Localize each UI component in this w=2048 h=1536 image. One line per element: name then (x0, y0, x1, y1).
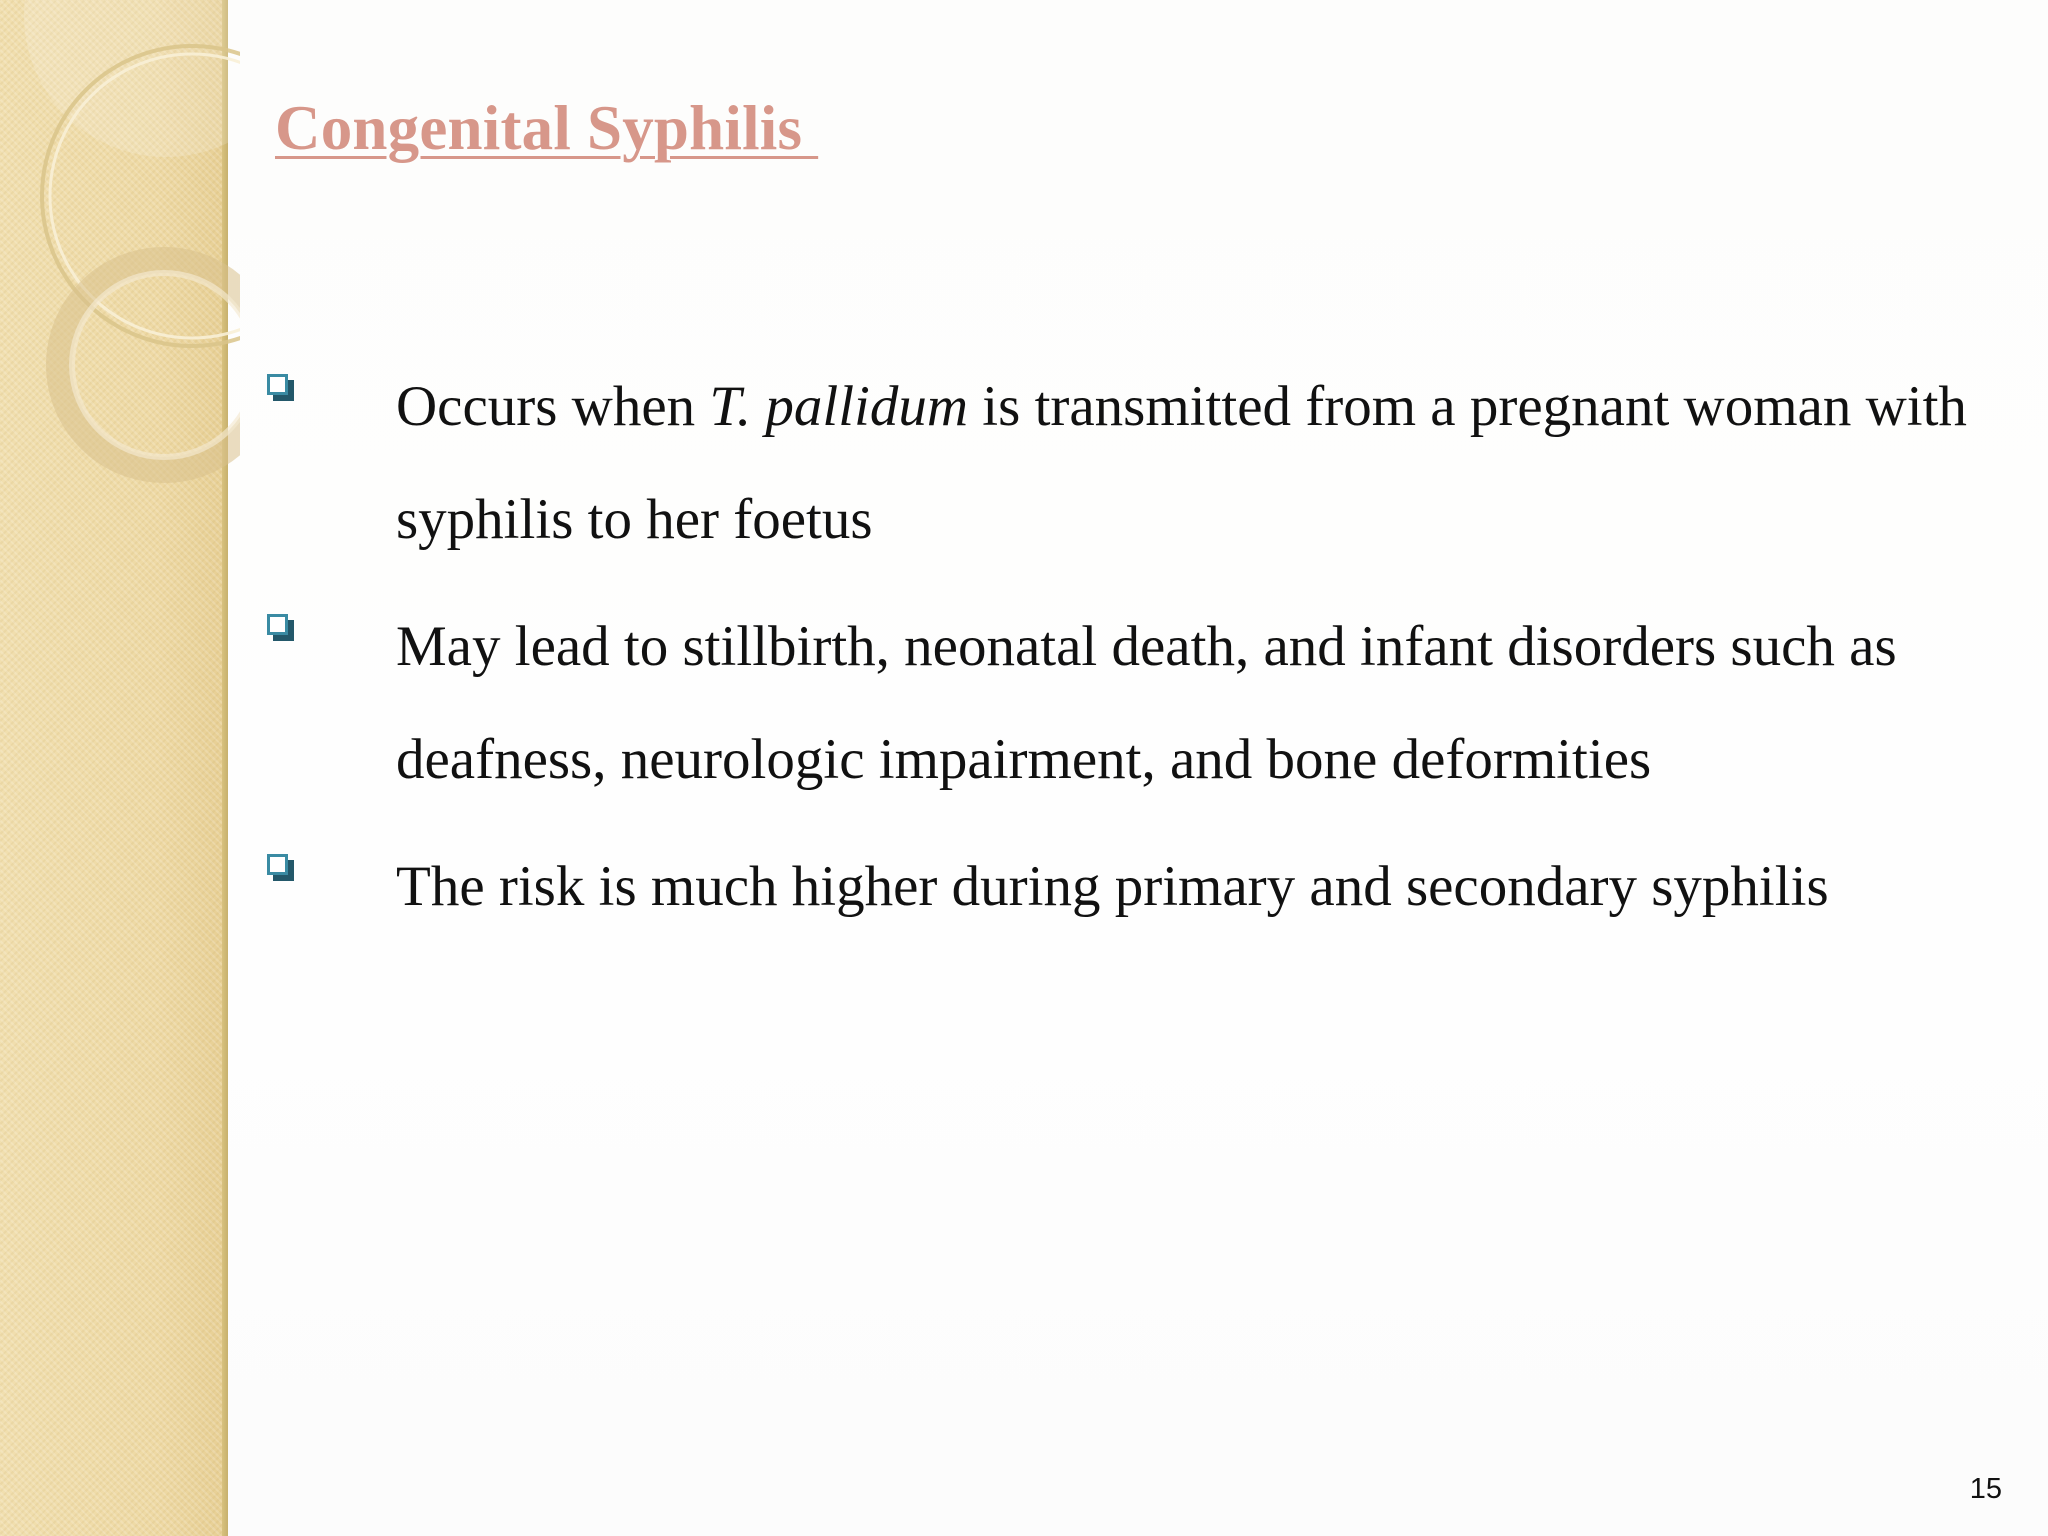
square-checkbox-icon (267, 854, 293, 880)
bullet-text-segment: is transmitted from a pregnant woman with syphilis to her foetus (396, 375, 1967, 551)
page-number: 15 (1969, 1473, 2002, 1505)
bullet-text-segment: Occurs when (396, 375, 710, 438)
square-checkbox-icon (267, 614, 293, 640)
bullet-text (396, 375, 1967, 551)
square-checkbox-icon (267, 374, 293, 400)
bullet-item (264, 590, 2024, 816)
bullet-text: The risk is much higher during primary and secondary syphilis (396, 855, 1829, 918)
bullet-list (264, 350, 2024, 957)
slide-title: Congenital Syphilis (275, 93, 819, 163)
decorative-rings-graphic (0, 0, 240, 520)
bullet-text: May lead to stillbirth, neonatal death, and infant disorders such as deafness, neurologic impairment, and bone deformities (396, 615, 1897, 791)
species-name: T. pallidum (709, 375, 969, 438)
bullet-item (264, 350, 2024, 576)
bullet-item (264, 830, 2024, 943)
